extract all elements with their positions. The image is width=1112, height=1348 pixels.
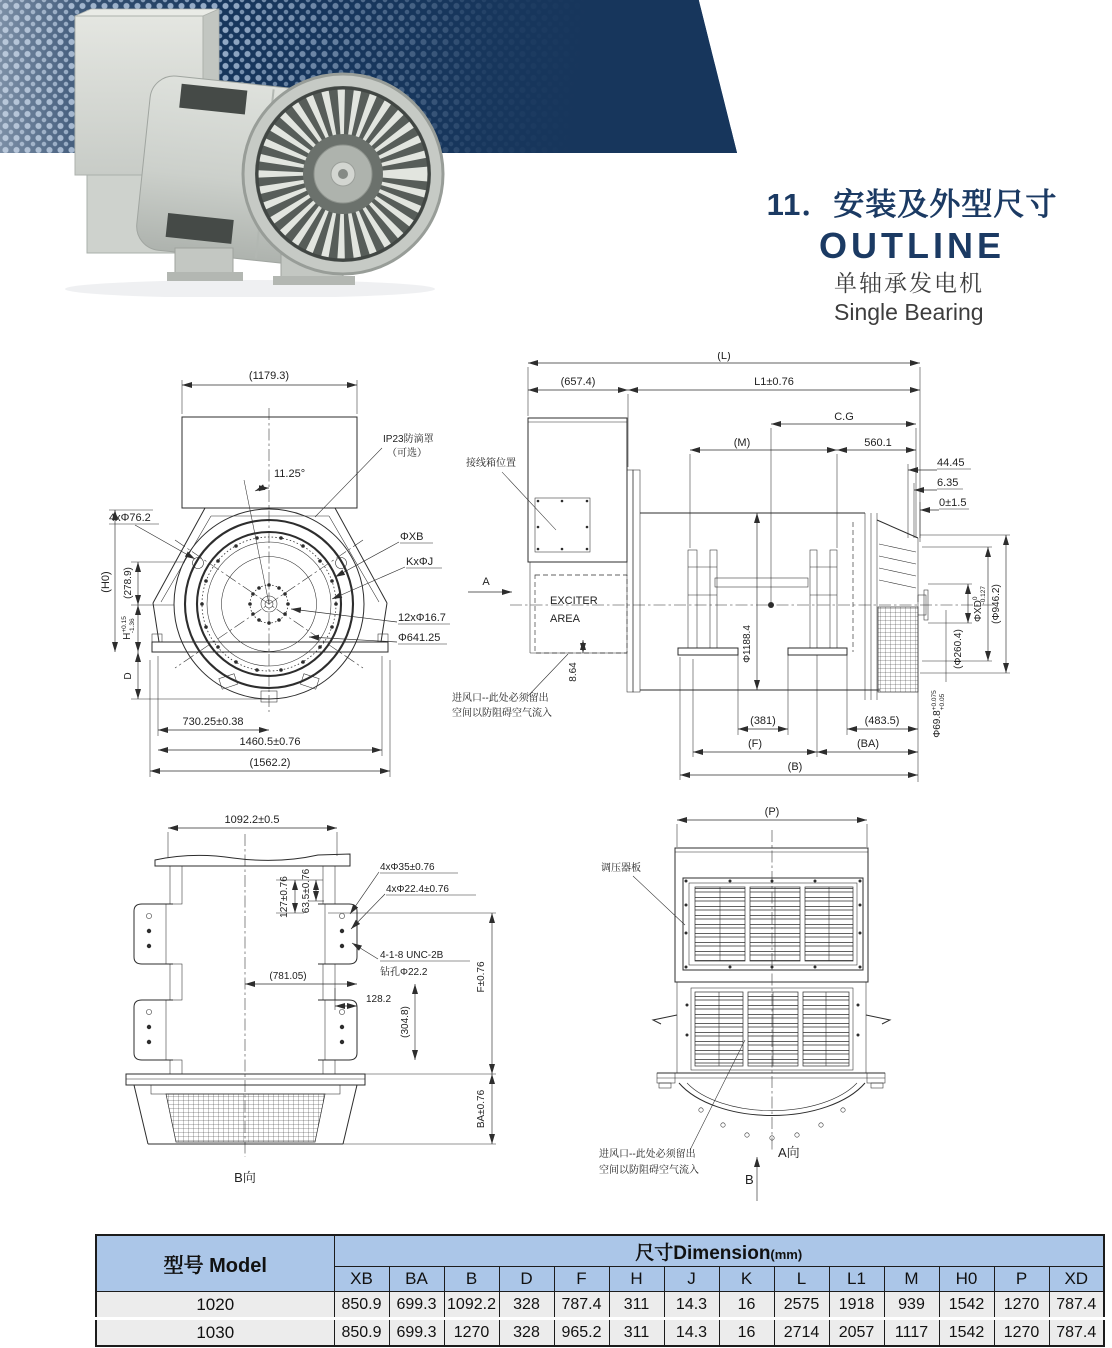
col-header: L1 [829,1267,884,1292]
photo-shadow [65,280,435,297]
air-note-2: 空间以防阻碍空气流入 [452,708,552,719]
cell: 699.3 [389,1319,444,1347]
dim-m: (M) [733,437,751,449]
dim-L: (L) [717,352,731,362]
cell: 787.4 [1049,1292,1104,1319]
dim-thread: 4-1-8 UNC-2B [380,950,444,961]
exciter-label-1: EXCITER [550,595,598,607]
foot-plate-right [273,276,355,285]
front-view-drawing [95,350,467,802]
dim-730: 730.25±0.38 [182,716,244,728]
dimension-header-en: Dimension [673,1242,771,1264]
dimension-header-zh: 尺寸 [635,1242,674,1264]
cell: 1117 [884,1319,939,1347]
cell: 311 [609,1319,664,1347]
exciter-area-box [535,575,627,653]
cell: 787.4 [1049,1319,1104,1347]
bottom-view-drawing [118,812,520,1200]
generator-photo [25,2,455,297]
section-arrow-a: A [482,576,490,588]
dim-63: 63.5±0.76 [301,868,312,914]
dim-ba-tol: BA±0.76 [476,1089,487,1129]
cell: 16 [719,1319,774,1347]
dim-dia641: Φ641.25 [398,632,441,644]
subtitle-en: Single Bearing [834,299,984,325]
table-row [96,1292,1104,1319]
dim-d698-tol: $\Phi 69.8^{+0.075}+0.05$ [931,690,946,738]
dim-1092: 1092.2±0.5 [224,814,280,826]
cell: 1270 [994,1319,1049,1347]
cell: 1270 [994,1292,1049,1319]
fan-guard-screen [166,1094,325,1142]
col-header: D [499,1267,554,1292]
view-label-a: A向 [778,1145,800,1160]
cell: 939 [884,1292,939,1319]
foot-plate-left [167,272,243,281]
rear-view-drawing [595,805,1025,1205]
dim-dia1188: Φ1188.4 [742,625,753,663]
dim-781: (781.05) [269,971,307,982]
dim-cg: C.G [834,411,854,423]
section-arrow-b: B [745,1172,754,1187]
cell: 965.2 [554,1319,609,1347]
dim-560: 560.1 [864,437,892,449]
cg-marker [768,602,774,608]
cell: 850.9 [334,1292,389,1319]
dim-lift-holes: 4xΦ76.2 [109,512,151,524]
drip-cover-label: IP23防滴罩 [383,434,434,445]
dim-4x35: 4xΦ35±0.76 [380,862,435,873]
dim-width-top: (1179.3) [248,370,290,382]
col-header: XD [1049,1267,1104,1292]
dim-L1: L1±0.76 [754,376,794,388]
dim-angle: 11.25° [274,468,306,480]
model-cell: 1020 [96,1292,334,1319]
cell: 1092.2 [444,1292,499,1319]
dim-drill: 钻孔Φ22.2 [380,967,428,978]
col-header: P [994,1267,1049,1292]
page-title [742,186,1082,224]
open-end-cage [243,74,443,274]
dim-3048: (304.8) [400,1006,411,1038]
dimension-unit: (mm) [770,1246,803,1262]
upper-grille [683,878,863,970]
dim-4x224: 4xΦ22.4±0.76 [386,884,449,895]
dim-1460: 1460.5±0.76 [239,736,301,748]
model-cell: 1030 [96,1319,334,1347]
cell: 2714 [774,1319,829,1347]
cell: 328 [499,1292,554,1319]
dimension-table [95,1234,1105,1347]
dim-381: (381) [750,715,776,727]
air-note-1b: 进风口--此处必须留出 [599,1149,696,1160]
dimension-header [334,1235,1104,1267]
dim-h-tol: $H^{+0.15}-1.36$ [121,616,136,640]
cell: 1270 [444,1319,499,1347]
cell: 328 [499,1319,554,1347]
dim-278: (278.9) [123,567,134,599]
foot-left [175,248,233,274]
dim-d: D [123,672,134,680]
dim-kxj: KxΦJ [406,556,434,568]
air-note-2b: 空间以防阻碍空气流入 [599,1165,699,1176]
cell: 16 [719,1292,774,1319]
cell: 1542 [939,1319,994,1347]
cell: 2057 [829,1319,884,1347]
dim-127: 127±0.76 [279,876,290,918]
dimension-table-wrap [95,1234,1105,1347]
col-header: F [554,1267,609,1292]
col-header: H [609,1267,664,1292]
drip-cover-label-2: （可选） [387,448,427,459]
junction-box-label: 接线箱位置 [466,458,516,469]
title-block [742,186,1082,326]
cell: 1918 [829,1292,884,1319]
cell: 699.3 [389,1292,444,1319]
mounting-feet [134,904,357,1074]
dim-f: (F) [747,738,763,750]
air-note-1: 进风口--此处必须留出 [452,693,549,704]
dim-12holes: 12xΦ16.7 [398,612,446,624]
cell: 850.9 [334,1319,389,1347]
dim-1282: 128.2 [366,994,392,1005]
dim-1562: (1562.2) [249,757,291,769]
col-header: H0 [939,1267,994,1292]
dim-dia260: (Φ260.4) [953,629,964,669]
cell: 14.3 [664,1319,719,1347]
cell: 2575 [774,1292,829,1319]
regulator-label: 调压器板 [601,863,641,874]
pedestal-feet [678,550,847,655]
dim-xd-tol: ΦXD$^0$-0.127 [972,586,987,622]
col-header: L [774,1267,829,1292]
dim-015: 0±1.5 [939,497,967,509]
title-zh: ．安装及外型尺寸 [801,187,1058,222]
dim-864: 8.64 [568,662,579,682]
cell: 1542 [939,1292,994,1319]
model-header: 型号 Model [96,1235,334,1292]
cage-screen [878,607,918,692]
cell: 787.4 [554,1292,609,1319]
terminal-box-top [75,9,219,16]
dim-dia-xb: ΦXB [400,531,424,543]
lower-grille [686,988,860,1070]
junction-box-window [535,498,590,552]
table-row [96,1319,1104,1347]
col-header: J [664,1267,719,1292]
col-header: B [444,1267,499,1292]
dim-4835: (483.5) [864,715,900,727]
dim-4445: 44.45 [937,457,965,469]
col-header: K [719,1267,774,1292]
dim-h0: (H0) [100,571,112,593]
col-header: BA [389,1267,444,1292]
col-header: XB [334,1267,389,1292]
title-en: OUTLINE [819,225,1005,266]
col-header: M [884,1267,939,1292]
dim-b: (B) [787,761,803,773]
dim-p: (P) [764,806,780,818]
dim-f-tol: F±0.76 [476,961,487,993]
cell: 14.3 [664,1292,719,1319]
subtitle-zh: 单轴承发电机 [834,270,984,296]
dim-ba: (BA) [857,738,879,750]
section-number: 11 [766,187,802,222]
view-label-b: B向 [234,1170,256,1185]
dim-635: 6.35 [937,477,959,489]
exciter-label-2: AREA [550,613,580,625]
dim-dia946: (Φ946.2) [991,584,1002,624]
cell: 311 [609,1292,664,1319]
dim-657: (657.4) [560,376,596,388]
side-view-drawing [450,352,1012,802]
